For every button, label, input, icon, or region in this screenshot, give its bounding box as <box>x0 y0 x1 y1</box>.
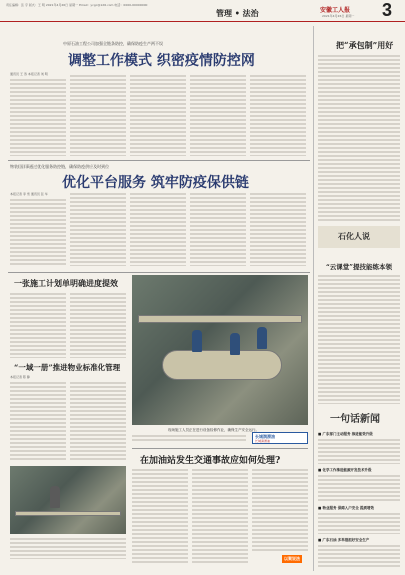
article5-headline: 在加油站发生交通事故应如何处理? <box>140 456 281 466</box>
news-item: ■ 化学工作推进能源开发技术升级 <box>318 468 372 472</box>
article1-col2 <box>70 74 126 156</box>
article2-col1 <box>10 198 66 266</box>
photo-caption: 现场施工人员正在进行设备检修作业，确保生产安全运行。 <box>168 428 259 432</box>
worker-figure <box>192 330 202 352</box>
sidebar-box <box>318 226 400 248</box>
page-header <box>0 0 405 22</box>
article5-col1 <box>132 468 188 564</box>
worker-figure <box>230 333 240 355</box>
article4-col2 <box>70 381 126 461</box>
article1-col4 <box>190 74 246 156</box>
article2-col2 <box>70 192 126 266</box>
section-name: 管理 • 法治 <box>216 8 259 18</box>
equipment-pipe <box>15 511 121 516</box>
article3-headline: 一张施工计划单明确进度提效 <box>14 278 118 288</box>
sidebar-mid-title: “云课堂”提技能练本领 <box>326 263 392 271</box>
divider <box>132 448 308 449</box>
article2-byline: 本报记者 李 雪 通讯员 张 华 <box>10 192 48 196</box>
sidebar-top-title: 把“承包制”用好 <box>336 40 394 50</box>
masthead: 安徽工人报 <box>320 7 351 14</box>
article5-col2 <box>192 468 248 564</box>
small-photo-caption <box>10 537 126 559</box>
news-item-body <box>318 438 400 464</box>
article1-col3 <box>130 74 186 156</box>
worker-figure <box>257 327 267 349</box>
page-number: 3 <box>382 0 393 20</box>
news-item: ■ 物业服务 保障入户安全 提质增效 <box>318 506 374 510</box>
article1-col5 <box>250 74 306 156</box>
case-badge: 以案说法 <box>284 556 300 561</box>
divider <box>8 272 310 273</box>
sidebar-mid-body <box>318 274 400 404</box>
sidebar-top-body <box>318 54 400 222</box>
header-meta: 责任编辑：张 宇 版式：王 明 2021年4月26日 星期一 Email：ycgc@126.com 电话：0000-00000000 <box>6 3 148 7</box>
divider <box>8 160 310 161</box>
article4-col1 <box>10 381 66 461</box>
article3-col2 <box>70 292 126 358</box>
article5-col3 <box>252 468 308 552</box>
worker-photo <box>10 466 126 534</box>
sponsor-logo-text: 长城润滑油 <box>255 434 275 439</box>
news-item-body <box>318 512 400 534</box>
article3-col1 <box>10 292 66 358</box>
article1-kicker: 中原石油工程公司加强全链条防控，确保防疫生产两不误 <box>63 41 163 46</box>
news-item: ■ 广东石油 多举措抓好安全生产 <box>318 538 370 542</box>
column-divider <box>313 26 314 571</box>
equipment-tank <box>162 350 282 380</box>
photo-caption-body <box>132 434 246 442</box>
main-photo <box>132 275 308 425</box>
equipment-pipe <box>138 315 302 323</box>
article4-byline: 本报记者 陈 静 <box>10 375 30 379</box>
news-item-body <box>318 474 400 502</box>
article2-col3 <box>130 192 186 266</box>
sponsor-logo-sub: 长城润滑油 <box>255 439 271 443</box>
article2-col5 <box>250 192 306 266</box>
article2-headline: 优化平台服务 筑牢防疫保供链 <box>62 175 249 191</box>
worker-figure <box>50 486 60 508</box>
article2-col4 <box>190 192 246 266</box>
news-item-body <box>318 544 400 568</box>
sidebar-bottom-title: 一句话新闻 <box>330 414 380 425</box>
sponsor-logo <box>252 432 308 444</box>
article1-byline: 通讯员 王 涛 本报记者 刘 明 <box>10 72 48 76</box>
sidebar-box-title: 石化人说 <box>338 231 370 241</box>
news-item: ■ 广东部门主动服务 推进能效升级 <box>318 432 373 436</box>
article1-headline: 调整工作模式 织密疫情防控网 <box>68 53 255 69</box>
article4-headline: “一域一册”推进物业标准化管理 <box>14 363 121 372</box>
header-date: 2021年4月26日 星期一 <box>322 14 355 18</box>
article1-col1 <box>10 78 66 156</box>
article2-kicker: 物装(国)事通过优化服务防控链，确保防疫供应及时到位 <box>10 164 110 169</box>
